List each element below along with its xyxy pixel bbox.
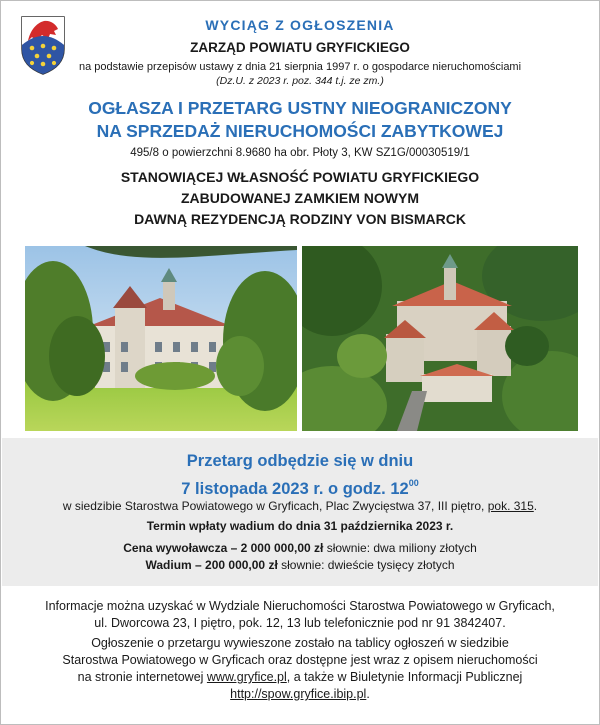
parcel-info: 495/8 o powierzchni 8.9680 ha obr. Płoty 3, KW SZ1G/00030519/1 [130, 147, 470, 159]
bip-link[interactable]: http://spow.gryfice.ibip.pl [230, 687, 367, 701]
ownership-block [1, 167, 599, 230]
publication-notice [21, 635, 579, 703]
notice-line-1: Ogłoszenie o przetargu wywieszone zostało na tablicy ogłoszeń w siedzibie [91, 636, 509, 650]
auction-date-time [1, 472, 599, 500]
ownership-line-3: DAWNĄ REZYDENCJĄ RODZINY VON BISMARCK [134, 211, 466, 227]
auction-location [1, 499, 599, 513]
room-suffix: . [533, 499, 538, 513]
starting-price-words: słownie: dwa miliony złotych [323, 541, 477, 555]
notice-line-3-post: , a także w Biuletynie Informacji Publicznej [286, 670, 523, 684]
deposit-amount [1, 557, 599, 574]
starting-price [1, 540, 599, 557]
bip-suffix: . [366, 687, 370, 701]
room-number: pok. 315 [487, 499, 534, 513]
ownership-line-1: STANOWIĄCEJ WŁASNOŚĆ POWIATU GRYFICKIEGO [120, 169, 480, 185]
notice-line-2: Starostwa Powiatowego w Gryficach oraz dostępne jest wraz z opisem nieruchomości [62, 653, 538, 667]
issuer: ZARZĄD POWIATU GRYFICKIEGO [190, 40, 410, 55]
auction-heading-line-1: Przetarg odbędzie się w dniu [186, 452, 414, 470]
announcement-line-2: NA SPRZEDAŻ NIERUCHOMOŚCI ZABYTKOWEJ [96, 121, 504, 141]
notice-line-4 [21, 686, 579, 703]
deposit-deadline: Termin wpłaty wadium do dnia 31 października 2023 r. [146, 519, 454, 533]
auction-heading [1, 450, 599, 500]
announcement-heading [1, 97, 599, 143]
contact-info [21, 598, 579, 632]
notice-title: WYCIĄG Z OGŁOSZENIA [205, 17, 395, 33]
contact-line-1: Informacje można uzyskać w Wydziale Nieruchomości Starostwa Powiatowego w Gryficach, [45, 599, 555, 613]
castle-front-photo [25, 246, 297, 431]
deposit-amount-words: słownie: dwieście tysięcy złotych [277, 558, 455, 572]
price-block [1, 540, 599, 574]
legal-basis: na podstawie przepisów ustawy z dnia 21 sierpnia 1997 r. o gospodarce nieruchomościami [78, 61, 522, 73]
ownership-line-2: ZABUDOWANEJ ZAMKIEM NOWYM [181, 190, 419, 206]
starting-price-label: Cena wywoławcza – 2 000 000,00 zł [123, 541, 324, 555]
notice-line-3 [21, 669, 579, 686]
location-text: w siedzibie Starostwa Powiatowego w Gryficach, Plac Zwycięstwa 37, III piętro, [62, 499, 485, 513]
contact-line-2: ul. Dworcowa 23, I piętro, pok. 12, 13 lub telefonicznie pod nr 91 3842407. [94, 616, 506, 630]
auction-date: 7 listopada 2023 r. o godz. 12 [181, 480, 409, 498]
website-link[interactable]: www.gryfice.pl [206, 670, 287, 684]
legal-reference: (Dz.U. z 2023 r. poz. 344 t.j. ze zm.) [216, 75, 384, 87]
deposit-amount-label: Wadium – 200 000,00 zł [145, 558, 278, 572]
announcement-line-1: OGŁASZA I PRZETARG USTNY NIEOGRANICZONY [88, 98, 512, 118]
auction-minutes: 00 [408, 478, 419, 488]
notice-line-3-pre: na stronie internetowej [77, 670, 207, 684]
castle-aerial-photo [302, 246, 578, 431]
